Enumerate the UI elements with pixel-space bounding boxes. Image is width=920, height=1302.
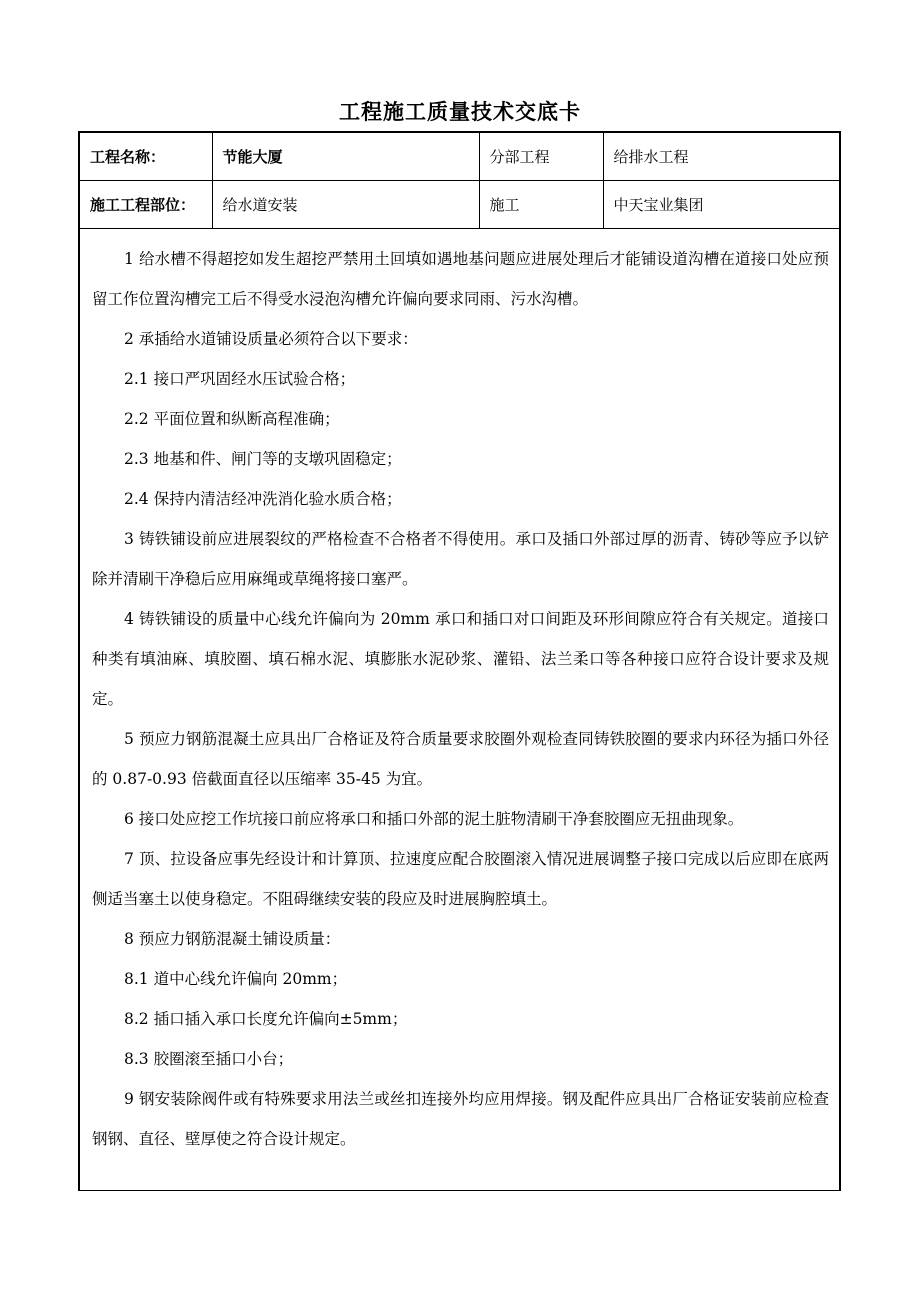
paragraph: 2.4 保持内清洁经冲洗消化验水质合格； [124, 490, 402, 508]
header-row-project [80, 133, 839, 181]
paragraph: 5 预应力钢筋混凝土应具出厂合格证及符合质量要求胶圈外观检查同铸铁胶圈的要求内环径为插口外径的 0.87-0.93 倍截面直径以压缩率 35-45 为宜。 [92, 730, 829, 788]
paragraph: 2.2 平面位置和纵断高程准确； [124, 410, 340, 428]
work-location-label: 施工工程部位： [80, 181, 212, 229]
paragraph: 2 承插给水道铺设质量必须符合以下要求： [124, 330, 418, 348]
paragraph: 8.3 胶圈滚至插口小台； [124, 1050, 294, 1068]
subsection-label: 分部工程 [479, 133, 603, 181]
work-location-value: 给水道安装 [212, 181, 479, 229]
subsection-value: 给排水工程 [603, 133, 839, 181]
project-name-label: 工程名称： [80, 133, 212, 181]
contractor-label: 施工 [479, 181, 603, 229]
paragraph: 8.1 道中心线允许偏向 20mm； [124, 970, 348, 988]
paragraph: 4 铸铁铺设的质量中心线允许偏向为 20mm 承口和插口对口间距及环形间隙应符合有关规定。道接口种类有填油麻、填胶圈、填石棉水泥、填膨胀水泥砂浆、灌铅、法兰柔口等各种接口应符合设计要求及规定。 [92, 610, 829, 708]
paragraph: 1 给水槽不得超挖如发生超挖严禁用土回填如遇地基问题应进展处理后才能铺设道沟槽在道接口处应预留工作位置沟槽完工后不得受水浸泡沟槽允许偏向要求同雨、污水沟槽。 [92, 250, 829, 308]
header-table [80, 133, 839, 229]
paragraph: 7 顶、拉设备应事先经设计和计算顶、拉速度应配合胶圈滚入情况进展调整子接口完成以后应即在底两侧适当塞土以使身稳定。不阻碍继续安装的段应及时进展胸腔填土。 [92, 850, 829, 908]
paragraph: 6 接口处应挖工作坑接口前应将承口和插口外部的泥土脏物清刷干净套胶圈应无扭曲现象。 [124, 810, 744, 828]
disclosure-content [80, 229, 839, 1159]
project-name-value: 节能大厦 [212, 133, 479, 181]
document-title: 工程施工质量技术交底卡 [339, 99, 581, 124]
contractor-value: 中天宝业集团 [603, 181, 839, 229]
paragraph: 9 钢安装除阀件或有特殊要求用法兰或丝扣连接外均应用焊接。钢及配件应具出厂合格证安装前应检查钢钢、直径、壁厚使之符合设计规定。 [92, 1090, 829, 1148]
paragraph: 3 铸铁铺设前应进展裂纹的严格检查不合格者不得使用。承口及插口外部过厚的沥青、铸砂等应予以铲除并清刷干净稳后应用麻绳或草绳将接口塞严。 [92, 530, 829, 588]
paragraph: 8.2 插口插入承口长度允许偏向±5mm； [124, 1010, 408, 1028]
disclosure-card [78, 131, 841, 1191]
paragraph: 8 预应力钢筋混凝土铺设质量： [124, 930, 341, 948]
header-row-location [80, 181, 839, 229]
paragraph: 2.3 地基和件、闸门等的支墩巩固稳定； [124, 450, 402, 468]
paragraph: 2.1 接口严巩固经水压试验合格； [124, 370, 356, 388]
